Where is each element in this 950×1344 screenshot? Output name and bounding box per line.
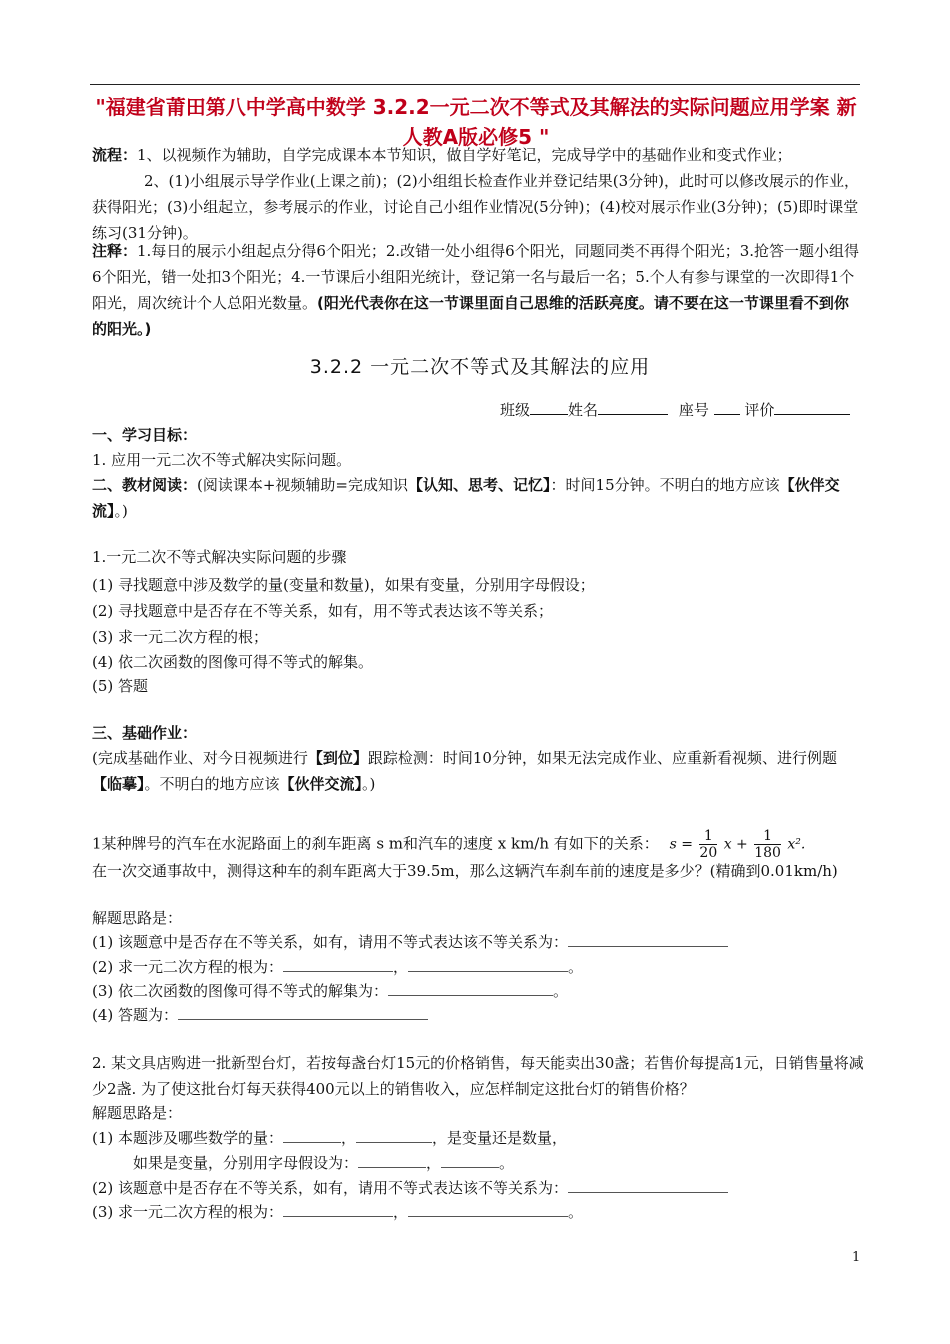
name-label: 姓名 [568,401,599,419]
frac2-den: 180 [754,845,781,861]
problem2-q2 [92,1177,728,1199]
problem2-q1-blank-b[interactable] [356,1128,432,1143]
problem2-q2-blank[interactable] [568,1178,728,1193]
flow-line-1: 1、以视频作为辅助，自学完成课本本节知识，做自学好笔记，完成导学中的基础作业和变式作业； [137,146,792,164]
problem1-q4-blank[interactable] [178,1005,428,1020]
problem2-q1b-period: 。 [499,1154,515,1172]
section2-text-b: ：时间15分钟。不明白的地方应该 [550,476,780,494]
problem1-q2-blank-a[interactable] [283,957,393,972]
section3-text-a: (完成基础作业、对今日视频进行 [92,749,308,767]
steps-item-4: (4) 依二次函数的图像可得不等式的解集。 [92,653,374,671]
notes-paragraph [92,238,862,342]
notes-text: 1.每日的展示小组起点分得6个阳光；2.改错一处小组得6个阳光，同题同类不再得个阳光；3.抢答一题小组得6个阳光，错一处扣3个阳光；4.一节课后小组阳光统计，登记第一名与最后一名；5.个人有参与课堂的一次即得1个阳光，周次统计个人总阳光数量。 [92,242,860,312]
problem2-q3-blank-b[interactable] [408,1202,568,1217]
problem2-q2-text: (2) 该题意中是否存在不等关系，如有，请用不等式表达该不等关系为： [92,1179,569,1197]
problem2-q1b-text: 如果是变量，分别用字母假设为： [133,1154,359,1172]
formula-fraction-1 [699,828,717,861]
formula-x2: x². [787,836,806,853]
grade-label: 评价 [744,401,775,419]
braking-formula [670,828,806,861]
problem1-text-b: 在一次交通事故中，测得这种车的刹车距离大于39.5m，那么这辆汽车刹车前的速度是多少？(精确到0.01km/h) [92,862,838,880]
frac1-den: 20 [699,845,718,861]
student-info-line [500,398,850,420]
problem1-q2-period: 。 [568,958,584,976]
problem1-line-1 [92,828,805,861]
name-blank[interactable] [598,398,668,415]
flow-paragraph [92,142,862,246]
problem1-q2-comma: ， [393,958,409,976]
problem2-q1b-blank-b[interactable] [441,1153,499,1168]
section3-text-b: 跟踪检测：时间10分钟，如果无法完成作业、应重新看视频、进行例题 [367,749,837,767]
problem1-q3-blank[interactable] [388,981,553,996]
problem1-q4 [92,1004,428,1026]
page-number: 1 [852,1250,861,1265]
flow-label: 流程： [92,146,138,164]
problem1-q2-text: (2) 求一元二次方程的根为： [92,958,284,976]
problem2-q1-comma: ， [341,1129,357,1147]
problem2-q1b-blank-a[interactable] [358,1153,426,1168]
section3-paragraph [92,745,864,797]
problem2-q1b-comma: ， [426,1154,442,1172]
steps-item-5: (5) 答题 [92,677,149,695]
frac1-num: 1 [699,828,717,845]
problem1-q1 [92,931,728,953]
problem2-q3-text: (3) 求一元二次方程的根为： [92,1203,284,1221]
class-label: 班级 [500,401,531,419]
problem1-q1-text: (1) 该题意中是否存在不等关系，如有，请用不等式表达该不等关系为： [92,933,569,951]
seat-blank[interactable] [714,398,740,415]
problem2-q1-end: ，是变量还是数量， [432,1129,568,1147]
notes-label: 注释： [92,242,138,260]
problem2-q1-text: (1) 本题涉及哪些数学的量： [92,1129,284,1147]
section2-text-a: (阅读课本+视频辅助=完成知识 [197,476,409,494]
seat-label: 座号 [678,401,709,419]
problem1-text-a: 1某种牌号的汽车在水泥路面上的刹车距离 s m和汽车的速度 x km/h 有如下的关系： [92,834,659,853]
problem2-q1b [133,1152,514,1174]
section2-paragraph [92,472,864,524]
problem1-q1-blank[interactable] [568,932,728,947]
class-blank[interactable] [530,398,568,415]
problem2-q1 [92,1127,567,1149]
section3-bold-b: 【临摹】 [92,775,145,793]
section1-heading: 一、学习目标： [92,426,198,444]
section3-heading: 三、基础作业： [92,724,198,742]
formula-fraction-2 [754,828,781,861]
problem1-q3-period: 。 [553,982,569,1000]
problem2-think: 解题思路是： [92,1104,183,1122]
section2-heading: 二、教材阅读： [92,476,198,494]
problem1-q3-text: (3) 依二次函数的图像可得不等式的解集为： [92,982,389,1000]
problem2-q3 [92,1201,583,1223]
section2-bold-b: 【伙伴交流】 [92,476,840,520]
problem2-q1-blank-a[interactable] [283,1128,341,1143]
problem2-q3-period: 。 [568,1203,584,1221]
steps-item-3: (3) 求一元二次方程的根； [92,628,269,646]
problem1-q3 [92,980,568,1002]
problem2-q3-blank-a[interactable] [283,1202,393,1217]
frac2-num: 1 [754,828,781,845]
section3-text-c: 。不明白的地方应该 [144,775,280,793]
section2-text-c: 。) [114,502,128,520]
problem2-text: 2. 某文具店购进一批新型台灯，若按每盏台灯15元的价格销售，每天能卖出30盏；若售价每提高1元，日销售量将减少2盏. 为了使这批台灯每天获得400元以上的销售收入，应怎样制定这批台灯的销售价格？ [92,1054,864,1098]
problem1-q2-blank-b[interactable] [408,957,568,972]
problem1-q2 [92,956,583,978]
header-rule [90,84,860,85]
lesson-subtitle: 3.2.2 一元二次不等式及其解法的应用 [309,356,651,378]
problem1-q4-text: (4) 答题为： [92,1006,179,1024]
steps-title: 1.一元二次不等式解决实际问题的步骤 [92,548,347,566]
document-title: "福建省莆田第八中学高中数学 3.2.2一元二次不等式及其解法的实际问题应用学案 新人教A版必修5 " [95,95,857,149]
steps-item-1: (1) 寻找题意中涉及数学的量(变量和数量)，如果有变量，分别用字母假设； [92,576,595,594]
section3-bold-a: 【到位】 [307,749,368,767]
notes-bold: (阳光代表你在这一节课里面自己思维的活跃亮度。请不要在这一节课里看不到你的阳光。) [92,294,849,338]
formula-x: x + [723,836,748,853]
formula-s: s = [669,836,693,853]
section1-item: 1. 应用一元二次不等式解决实际问题。 [92,451,352,469]
problem1-think: 解题思路是： [92,909,183,927]
steps-item-2: (2) 寻找题意中是否存在不等关系，如有，用不等式表达该不等关系； [92,602,554,620]
grade-blank[interactable] [774,398,850,415]
problem2-q3-comma: ， [393,1203,409,1221]
section3-text-d: 。) [362,775,376,793]
section3-bold-c: 【伙伴交流】 [279,775,363,793]
flow-line-2: 2、(1)小组展示导学作业(上课之前)；(2)小组组长检查作业并登记结果(3分钟)，此时可以修改展示的作业，获得阳光；(3)小组起立，参考展示的作业，讨论自己小组作业情况(5分钟)；(4)校对展示作业(3分钟)；(5)即时课堂练习(31分钟)。 [92,172,859,242]
section2-bold-a: 【认知、思考、记忆】 [408,476,551,494]
